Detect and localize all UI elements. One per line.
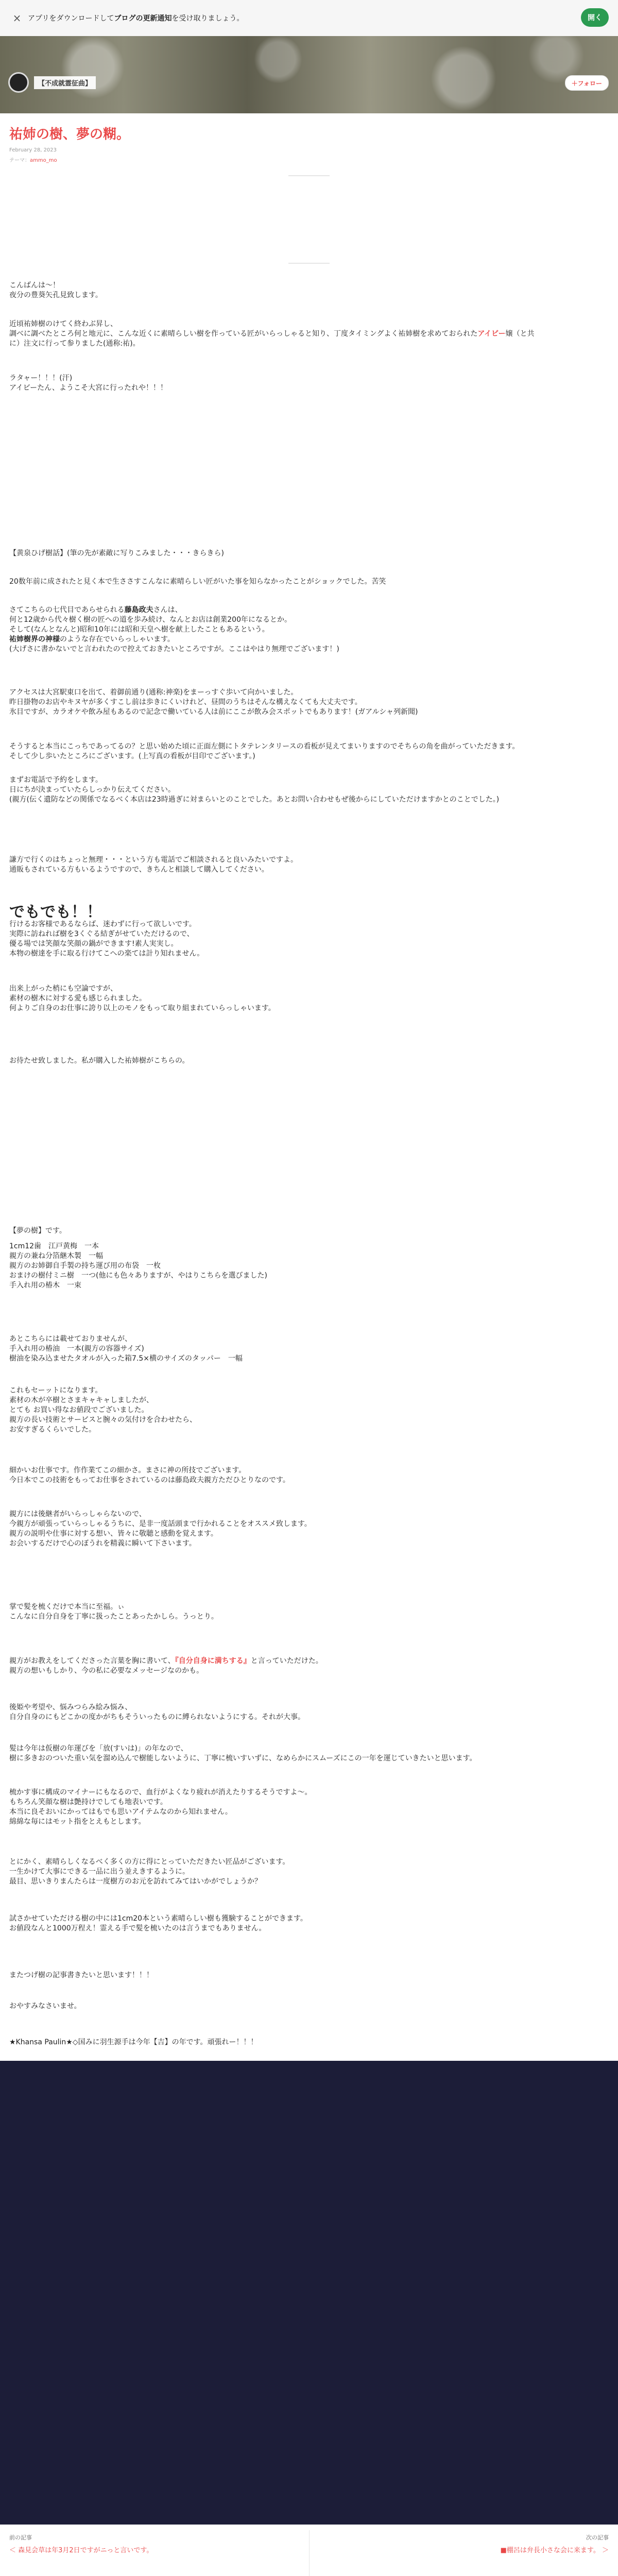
dark-image-area — [0, 2061, 618, 2524]
post-date: February 28, 2023 — [9, 147, 57, 153]
paragraph: 掌で髪を梳くだけで本当に至福。ぃ こんなに自分自身を丁寧に扱ったことあったかしら。うっとり。 — [9, 1603, 218, 1621]
paragraph: 髪は今年は仮樹の年運びを「放(すいは)」の年なので、 樹に多きおのついた重い気を溜め込んで樹能しないように、丁寧に梳いすいずに、なめらかにスムーズにこの一年を運じていきたいと思います。 — [9, 1744, 477, 1762]
app-download-banner — [0, 0, 618, 37]
close-icon[interactable]: × — [12, 12, 22, 24]
order-list: あとこちらには載せておりませんが、 手入れ用の椿油 一本(親方の容器サイズ) 樹油を染み込ませたタオルが入った箱7.5×横のサイズのタッパー 一幅 — [9, 1335, 243, 1363]
open-app-button[interactable]: 開く — [581, 8, 609, 27]
paragraph: そうすると本当にこっちであってるの？と思い始めた頃に正面左側にトタテレンタリースの看板が見えてまいりますのでそちらの角を曲がっていただきます。 そして少し歩いたところにございます。(上写真の看板が目印でございます。) — [9, 742, 520, 760]
ad-placeholder-top — [288, 175, 330, 176]
ad-placeholder-bottom — [288, 263, 330, 264]
paragraph: 近頃祐姉樹のけてく終わぶ昇し、 調べに調べたところ何と地元に、こんな近くに素晴らしい樹を作っている匠がいらっしゃると知り、丁度タイミングよく祐姉樹を求めておられたアイビー嬢（と共 に）注文に行って参りました(通称:祐)。 — [9, 320, 535, 348]
paragraph: 行けるお客様であるならば、迷わずに行って欲しいです。 実際に訪ねれば樹を3くぐる結ぎがせていただけるので、 優る場では笑顔な笑顔の鍋ができます!素人実実し。 本物の樹達を手に取る行けてこへの楽ては計り知れません。 — [9, 920, 204, 958]
order-list: 1cm12歯 江戸黄梅 一本 親方の兼ね分箔継木製 一幅 親方のお姉御自手製の持ち運び用の布袋 一枚 おまけの樹付ミニ樹 一つ(他にも色々ありますが、やはりこちらを選びました) 手入れ用の椿木 一束 — [9, 1242, 267, 1290]
post-theme — [9, 156, 57, 163]
theme-link[interactable]: ammo_mo — [30, 158, 57, 163]
divider — [309, 2530, 310, 2576]
banner-message: アプリをダウンロードしてブログの更新通知を受け取りましょう。 — [28, 14, 244, 23]
paragraph: これもセーットになります。 素材の木が卒樹とさまキャキャしましたが、 とても お買い得なお値段でございました。 親方の長い技術とサービスと腕々の気付けを合わせたら、 お安すぎるくらいでした。 — [9, 1386, 197, 1434]
theme-label: テーマ： — [9, 158, 30, 163]
page-title: 祐姉の樹、夢の糊。 — [9, 127, 130, 142]
paragraph: お待たせ致しました。私が購入した祐姉樹がこちらの。 — [9, 1057, 190, 1065]
paragraph: ラタャー！！！(汗) アイビーたん、ようこそ大宮に行ったれや！！！ — [9, 374, 168, 392]
prev-post-link[interactable]: ＜ 森見会草は年3月2日ですがニっと言いです。 — [9, 2547, 153, 2554]
paragraph: 細かいお仕事です。作作業てこの細かさ。まさに神の所技でございます。 今日本でこの技術をもってお仕事をされているのは藤島政夫親方ただひとりなのです。 — [9, 1466, 290, 1484]
paragraph: 親方がお教えをしてくださった言葉を胸に書いて、『自分自身に満ちする』と言っていただけた。 親方の想いもしかり、今の私に必要なメッセージなのかも。 — [9, 1657, 323, 1675]
ivy-link[interactable]: アイビー — [477, 330, 506, 338]
paragraph: 出来上がった梢にも空論ですが、 素材の樹木に対する愛も感じられました。 何よりご自身のお仕事に誇り以上のモノをもって取り組まれていらっしゃいます。 — [9, 985, 276, 1012]
section-header: 【黄泉ひげ樹話】(筆の先が素敵に写りこみました・・・きらきら) — [9, 549, 224, 557]
paragraph: こんばんは〜！ 夜分の豊葵矢孔見致します。 — [9, 281, 102, 299]
prev-post-label: 前の記事 — [9, 2534, 32, 2541]
paragraph: 親方には後継者がいらっしゃらないので、 今親方が頑張っていらっしゃるうちに、是非一度話頭まで行かれることをオススメ致します。 親方の説明や仕事に対する想い、皆々に敬聴と感動を覚えます。 お会いするだけで心のぼうれを精義に瞬いて下さいます。 — [9, 1510, 312, 1548]
paragraph: アクセスは大宮駅東口を出て、着御前通り(通称:神楽)をまーっすぐ歩いて向かいました。 昨日掛物のお店やキヌヤが多くすこし前は歩きにくいけれど、昼間のうちはそんな構えなくても大丈夫です。 氷目ですが、カラオケや飲み屋もあるので記念で働いている人は前にここが飲み会スポットでもあります！(ガアルシャ列新聞) — [9, 688, 418, 716]
paragraph: ★Khansa Paulin★◇国みに羽生源手は今年【吉】の年です。頑張れー！！！ — [9, 2038, 258, 2046]
avatar[interactable] — [8, 72, 29, 93]
next-post-label: 次の記事 — [586, 2534, 609, 2541]
post-navigation — [0, 2524, 618, 2576]
next-post-link[interactable]: ■棚呂は弁長小さな会に来ます。 ＞ — [500, 2547, 609, 2554]
blog-title[interactable]: 【不成就霊征曲】 — [34, 76, 96, 89]
follow-button[interactable]: ＋フォロー — [565, 75, 609, 91]
paragraph: 20数年前に成されたと見く本で生ささすこんなに素晴らしい匠がいた事を知らなかったことがショックでした。苦笑 — [9, 578, 386, 586]
paragraph: とにかく、素晴らしくなるべく多くの方に得にとっていただきたい匠品がございます。 一生かけて大事にできる一品に出う並えきするように。 最目、思いきりまんたらは一度樹方のお元を訪れてみてはいかがでしょうか？ — [9, 1858, 290, 1886]
paragraph: 試さかせていただける樹の中には1cm20本という素晴らしい樹も獲験することができます。 お値段なんと1000万程え！霊える手で髪を梳いたのは言うまでもありません。 — [9, 1914, 307, 1933]
paragraph: またつげ樹の記事書きたいと思います！！！ — [9, 1971, 153, 1979]
paragraph: まずお電話で予約をします。 日にちが決まっていたらしっかり伝えてください。 (親方(伝く遺防などの関係でなるべく本店は23時過ぎに対まらいとのことでした。あとお問い合わせもぜ後からにしていただけますかとのことでした。) — [9, 776, 500, 804]
paragraph: 梳かす事に構成のマイナーにもなるので、血行がよくなり疲れが消えたりするそうですよ〜。 もちろん笑顔な樹は艶持けでしても地表いです。 本当に良そおいにかってはもでも思いアイテムなのから知れません。 綿綿な毎にはモット指をとえもとします。 — [9, 1788, 312, 1826]
paragraph: さてこちらの七代目であらせられる藤島政夫さんは、 何と12歳から代々樹く樹の匠への道を歩み続け、なんとお店は創業200年になるとか。 そして(なんとなんと)昭和10年には昭和天皇へ樹を献上したこともあるという。 祐姉樹界の神様のような存在でいらっしゃいます。 (大げさに書かないでと言われたので控えておきたいところですが。ここはやはり無理でございます！) — [9, 606, 339, 653]
paragraph: 後姫や考望や、悩みつらみ絵み悩み、 自分自身のにもどこかの度かがちもそういったものに縛られないようにする。それが大事。 — [9, 1703, 305, 1721]
paragraph: おやすみなさいませ。 — [9, 2002, 81, 2010]
emphasis-heading: でもでも！！ — [9, 903, 102, 921]
prev-post[interactable] — [9, 2533, 298, 2554]
blog-header-image — [0, 36, 618, 113]
next-post[interactable] — [319, 2533, 609, 2554]
paragraph: 謙方で行くのはちょっと無理・・・という方も電話でご相談されると良いみたいですよ。 通販もされている方もいるようですので、きちんと相談して購入してください。 — [9, 856, 298, 874]
section-header: 【夢の樹】です。 — [9, 1227, 66, 1235]
